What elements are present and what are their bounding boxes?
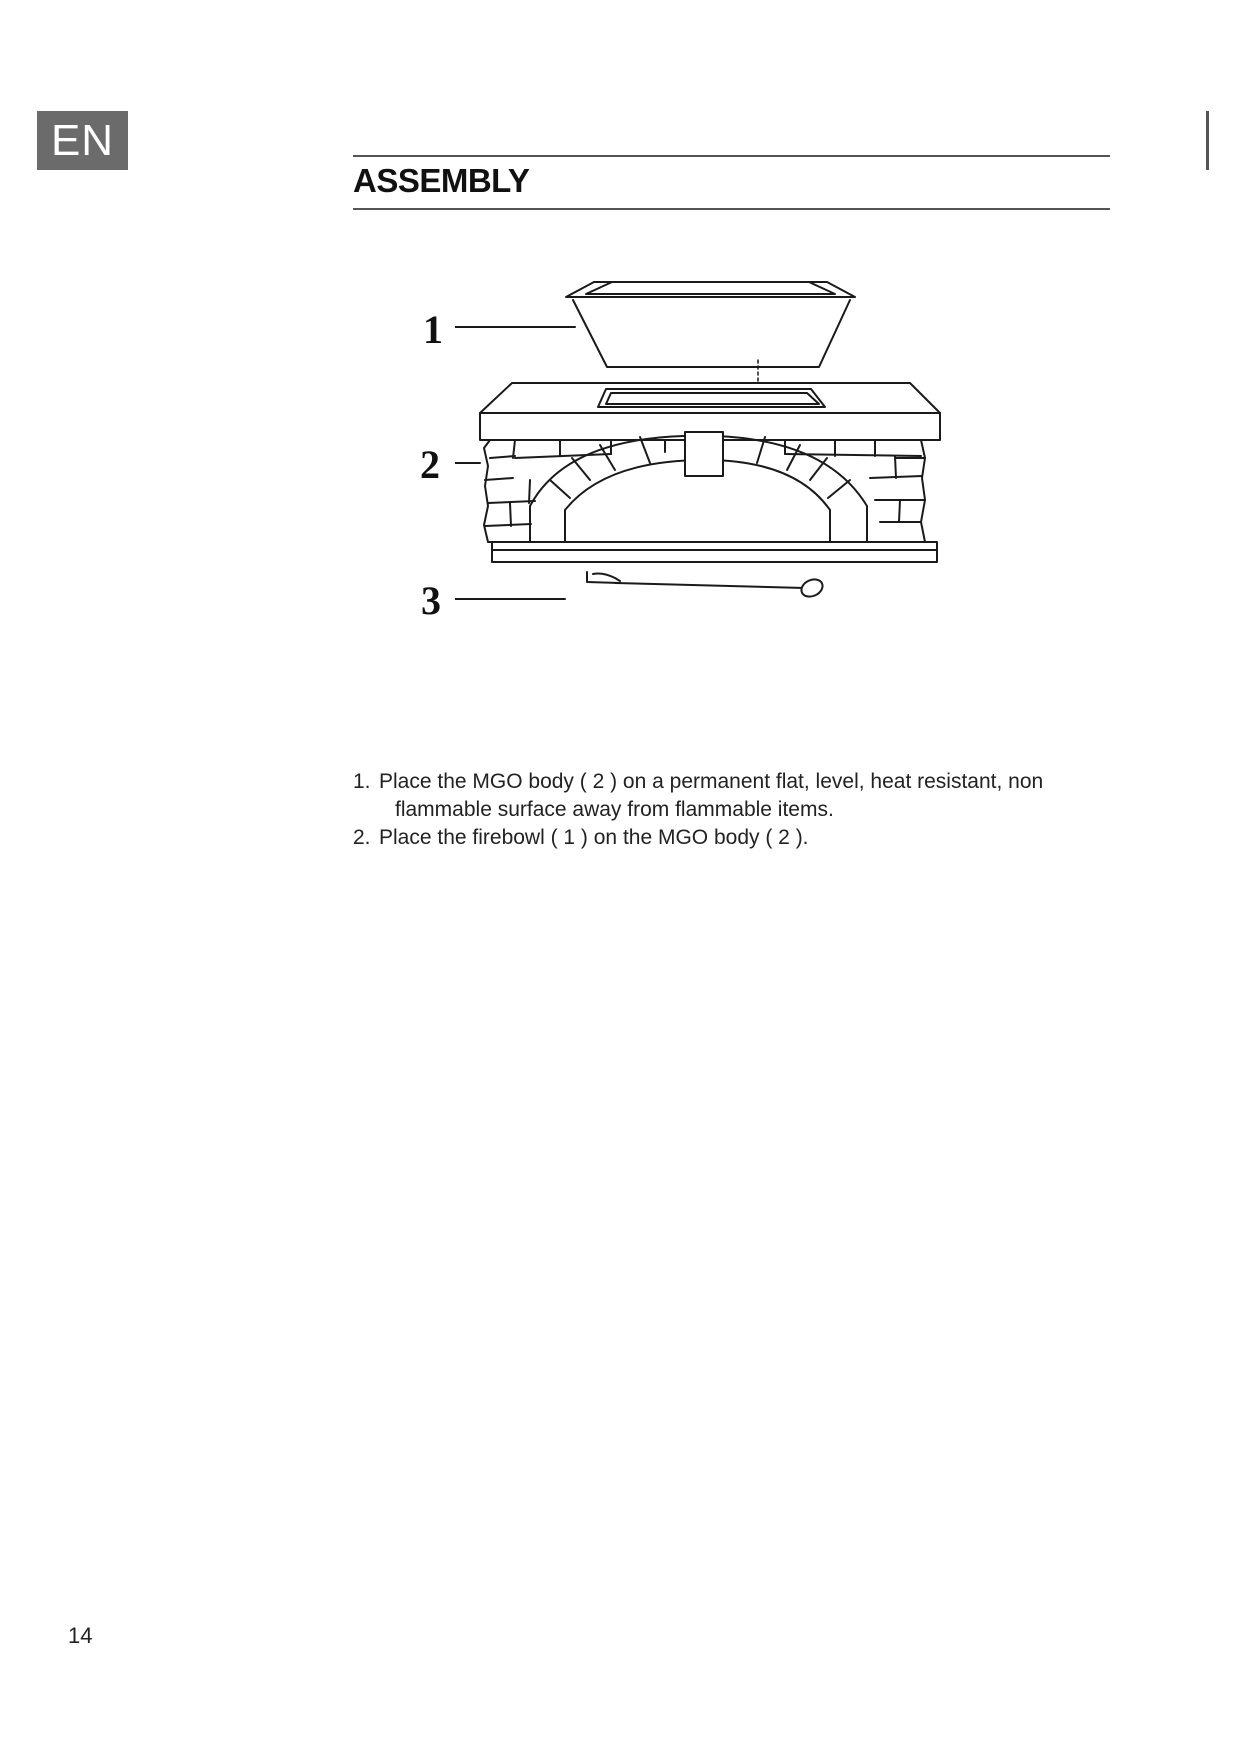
title-rule-bottom xyxy=(353,208,1110,210)
instruction-item xyxy=(353,824,1113,852)
instruction-text: Place the firebowl ( 1 ) on the MGO body ( 2 ). xyxy=(379,826,809,849)
page-number: 14 xyxy=(68,1623,93,1648)
callout-1: 1 xyxy=(423,307,443,352)
callout-2: 2 xyxy=(420,442,440,487)
section-title: ASSEMBLY xyxy=(353,162,530,199)
assembly-diagram xyxy=(455,270,1000,650)
assembly-instructions xyxy=(353,768,1113,852)
title-rule-top xyxy=(353,155,1110,157)
instruction-number: 2. xyxy=(353,826,371,849)
poker-part xyxy=(587,572,825,600)
instruction-number: 1. xyxy=(353,770,371,793)
instruction-item xyxy=(353,768,1113,824)
mgo-body-part xyxy=(480,383,940,562)
callout-3: 3 xyxy=(421,578,441,623)
instruction-text: Place the MGO body ( 2 ) on a permanent flat, level, heat resistant, non xyxy=(379,770,1044,793)
margin-rule xyxy=(1206,111,1209,170)
language-badge: EN xyxy=(37,111,128,170)
instruction-text-continued: flammable surface away from flammable items. xyxy=(395,798,834,821)
